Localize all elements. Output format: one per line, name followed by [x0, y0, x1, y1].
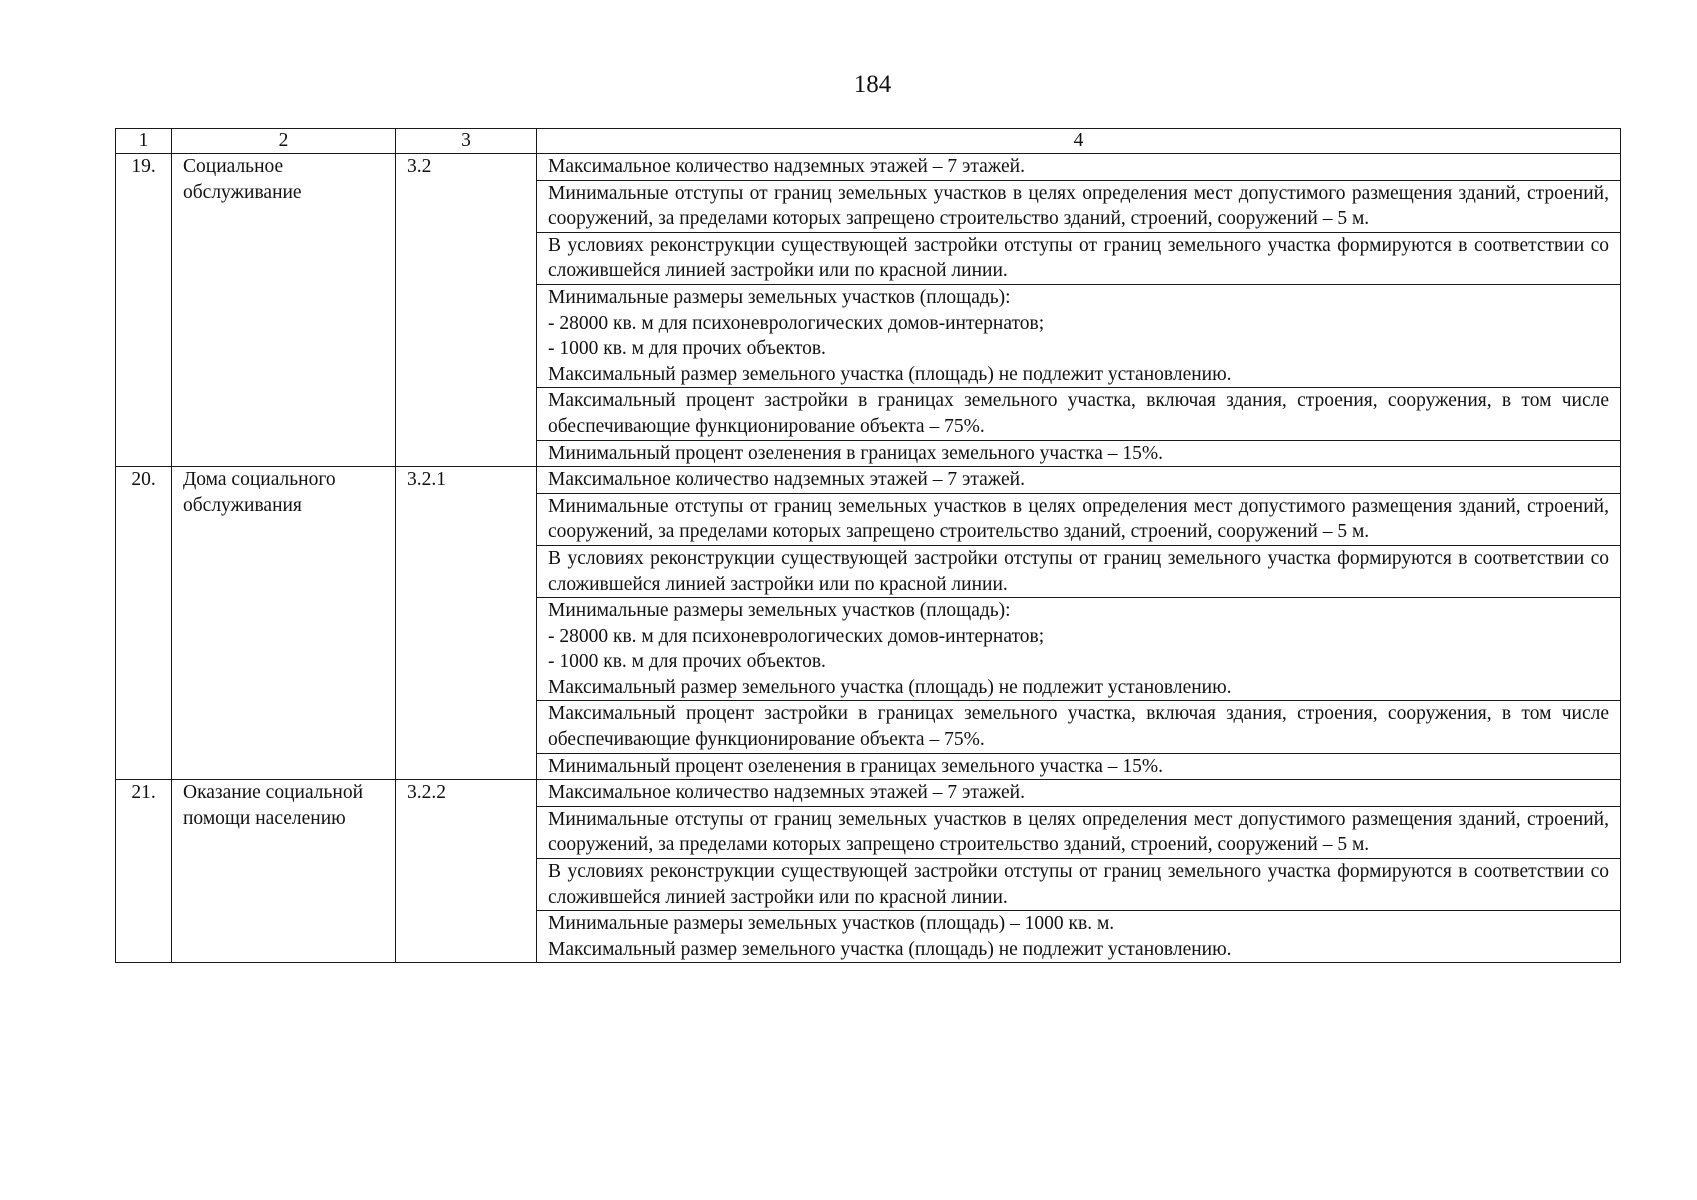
parameter-cell: Минимальный процент озеленения в границах земельного участка – 15%.	[537, 440, 1621, 467]
header-cell: 2	[172, 129, 396, 154]
row-number: 21.	[116, 780, 172, 963]
parameter-line: - 28000 кв. м для психоневрологических домов-интернатов;	[548, 312, 1045, 334]
parameter-line: - 1000 кв. м для прочих объектов.	[548, 651, 826, 673]
header-cell: 4	[537, 129, 1621, 154]
header-cell: 1	[116, 129, 172, 154]
parameter-cell	[537, 911, 1621, 963]
parameter-cell: Максимальное количество надземных этажей – 7 этажей.	[537, 780, 1621, 807]
parameter-line: Максимальный размер земельного участка (площадь) не подлежит установлению.	[548, 363, 1232, 385]
parameter-cell: Максимальное количество надземных этажей – 7 этажей.	[537, 467, 1621, 494]
parameter-cell: Максимальное количество надземных этажей – 7 этажей.	[537, 154, 1621, 181]
land-use-name: Социальное обслуживание	[172, 154, 396, 467]
parameter-line: Минимальные размеры земельных участков (площадь):	[548, 286, 1011, 308]
parameter-cell: Минимальный процент озеленения в границах земельного участка – 15%.	[537, 753, 1621, 780]
parameter-cell: Максимальный процент застройки в границах земельного участка, включая здания, строения, сооружения, в том числе обеспечивающие функционирование объекта – 75%.	[537, 388, 1621, 440]
parameter-line: - 1000 кв. м для прочих объектов.	[548, 338, 826, 360]
land-use-code: 3.2	[396, 154, 537, 467]
row-number: 19.	[116, 154, 172, 467]
table-header	[116, 129, 1621, 154]
row-number: 20.	[116, 467, 172, 780]
parameter-cell: В условиях реконструкции существующей застройки отступы от границ земельного участка формируются в соответствии со сложившейся линией застройки или по красной линии.	[537, 859, 1621, 911]
table-body	[116, 154, 1621, 963]
parameter-cell: Минимальные отступы от границ земельных участков в целях определения мест допустимого размещения зданий, строений, сооружений, за пределами которых запрещено строительство зданий, строений, сооружений – 5 м.	[537, 806, 1621, 858]
parameter-line: - 28000 кв. м для психоневрологических домов-интернатов;	[548, 625, 1045, 647]
table-row	[116, 780, 1621, 807]
land-use-code: 3.2.2	[396, 780, 537, 963]
parameter-cell: В условиях реконструкции существующей застройки отступы от границ земельного участка формируются в соответствии со сложившейся линией застройки или по красной линии.	[537, 545, 1621, 597]
parameter-cell: Максимальный процент застройки в границах земельного участка, включая здания, строения, сооружения, в том числе обеспечивающие функционирование объекта – 75%.	[537, 701, 1621, 753]
page-number: 184	[853, 71, 892, 98]
parameter-line: Минимальные размеры земельных участков (площадь) – 1000 кв. м.	[548, 913, 1115, 935]
regulations-table	[115, 128, 1621, 963]
land-use-name: Оказание социальной помощи населению	[172, 780, 396, 963]
table-row	[116, 154, 1621, 181]
header-row	[116, 129, 1621, 154]
parameter-line: Максимальный размер земельного участка (площадь) не подлежит установлению.	[548, 938, 1232, 960]
parameter-cell: В условиях реконструкции существующей застройки отступы от границ земельного участка формируются в соответствии со сложившейся линией застройки или по красной линии.	[537, 232, 1621, 284]
land-use-code: 3.2.1	[396, 467, 537, 780]
parameter-cell	[537, 284, 1621, 387]
land-use-name: Дома социального обслуживания	[172, 467, 396, 780]
parameter-line: Максимальный размер земельного участка (площадь) не подлежит установлению.	[548, 676, 1232, 698]
header-cell: 3	[396, 129, 537, 154]
table-row	[116, 467, 1621, 494]
parameter-cell	[537, 598, 1621, 701]
parameter-line: Минимальные размеры земельных участков (площадь):	[548, 600, 1011, 622]
parameter-cell: Минимальные отступы от границ земельных участков в целях определения мест допустимого размещения зданий, строений, сооружений, за пределами которых запрещено строительство зданий, строений, сооружений – 5 м.	[537, 493, 1621, 545]
parameter-cell: Минимальные отступы от границ земельных участков в целях определения мест допустимого размещения зданий, строений, сооружений, за пределами которых запрещено строительство зданий, строений, сооружений – 5 м.	[537, 180, 1621, 232]
